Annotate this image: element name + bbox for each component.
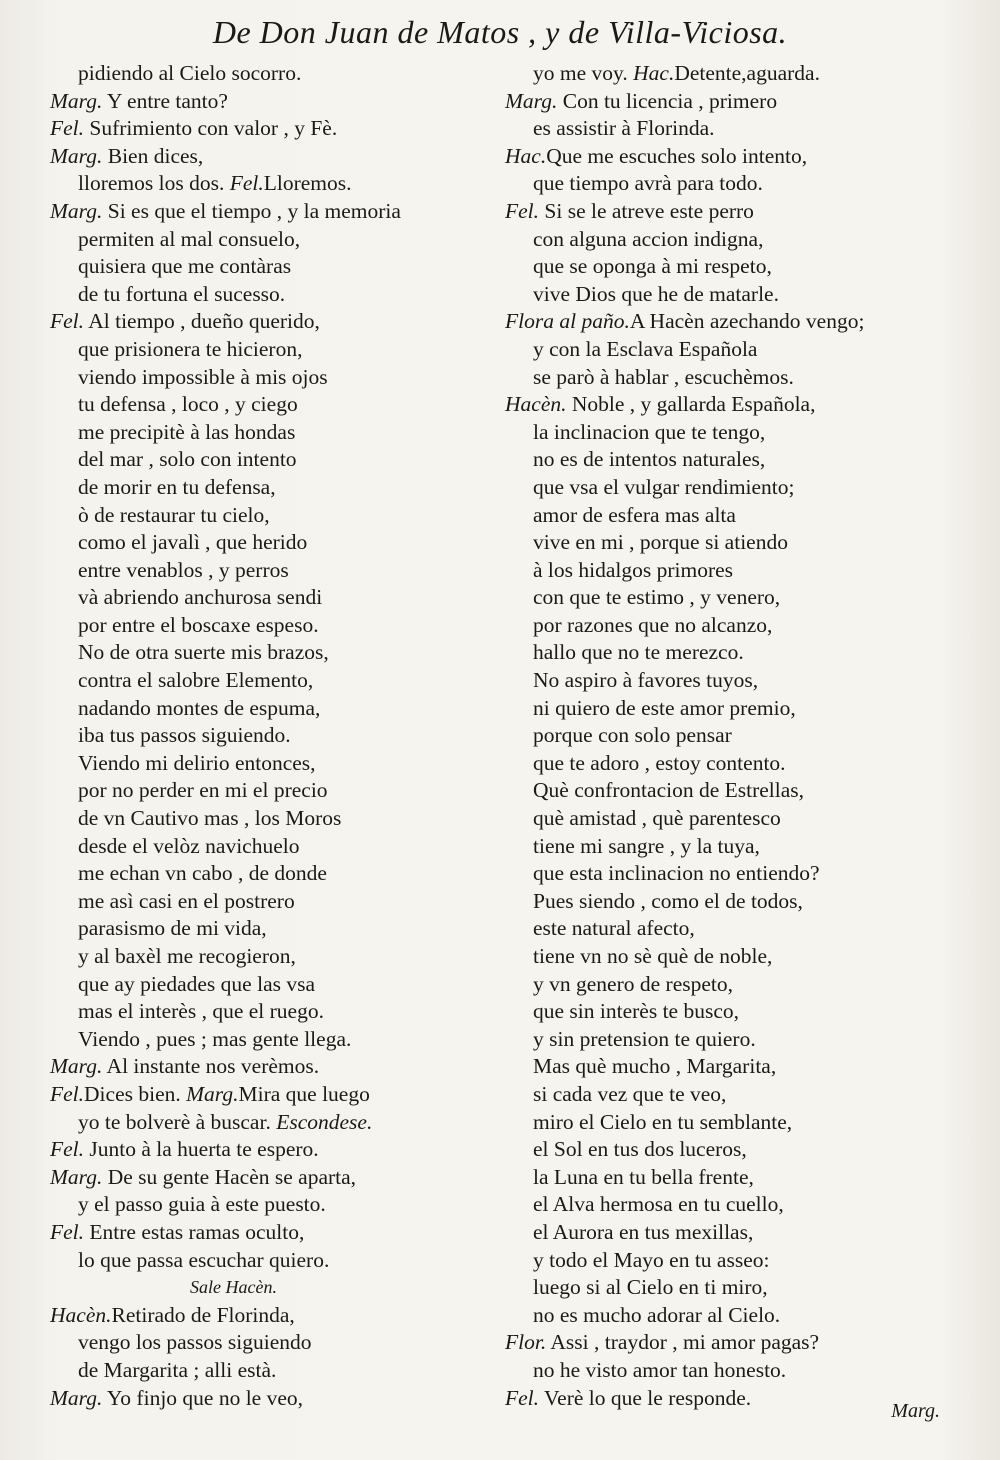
verse-text: lloremos los dos. xyxy=(78,171,230,196)
verse-line xyxy=(50,860,500,888)
verse-text: miro el Cielo en tu semblante, xyxy=(533,1109,793,1134)
verse-line xyxy=(505,667,935,695)
verse-line xyxy=(505,777,935,805)
verse-line xyxy=(50,612,500,640)
verse-text: iba tus passos siguiendo. xyxy=(78,723,291,748)
verse-text: se parò à hablar , escuchèmos. xyxy=(533,364,794,389)
verse-text: Dices bien. xyxy=(84,1081,187,1106)
verse-line xyxy=(505,1302,935,1330)
verse-line xyxy=(50,170,500,198)
verse-text: la Luna en tu bella frente, xyxy=(533,1164,754,1189)
verse-line xyxy=(505,833,935,861)
verse-line xyxy=(50,88,500,116)
verse-line xyxy=(505,336,935,364)
verse-line xyxy=(505,612,935,640)
verse-text: tiene mi sangre , y la tuya, xyxy=(533,833,760,858)
verse-text: del mar , solo con intento xyxy=(78,447,297,472)
verse-text: y vn genero de respeto, xyxy=(533,971,733,996)
verse-line xyxy=(50,1191,500,1219)
verse-text: y sin pretension te quiero. xyxy=(533,1026,756,1051)
left-column xyxy=(50,60,500,1412)
verse-line xyxy=(505,1191,935,1219)
speaker-name: Fel. xyxy=(50,116,85,141)
right-column xyxy=(505,60,935,1412)
aside-direction: Escondese. xyxy=(276,1109,373,1134)
verse-text: y con la Esclava Española xyxy=(533,336,758,361)
verse-line xyxy=(50,1357,500,1385)
verse-line xyxy=(505,584,935,612)
speaker-name: Fel. xyxy=(50,1137,85,1162)
verse-line xyxy=(50,777,500,805)
verse-text: me echan vn cabo , de donde xyxy=(78,861,327,886)
verse-text: vengo los passos siguiendo xyxy=(78,1330,312,1355)
verse-text: Si es que el tiempo , y la memoria xyxy=(102,198,401,223)
speaker-name: Fel. xyxy=(505,1385,540,1410)
verse-line xyxy=(505,1247,935,1275)
verse-line xyxy=(50,253,500,281)
running-header: De Don Juan de Matos , y de Villa-Viciosa. xyxy=(212,14,788,50)
verse-line xyxy=(505,115,935,143)
verse-text: que prisionera te hicieron, xyxy=(78,336,303,361)
verse-line xyxy=(505,446,935,474)
catchword: Marg. xyxy=(891,1400,940,1422)
verse-text: Viendo , pues ; mas gente llega. xyxy=(78,1026,352,1051)
verse-line xyxy=(50,805,500,833)
verse-text: de tu fortuna el sucesso. xyxy=(78,281,286,306)
verse-line xyxy=(50,143,500,171)
verse-line xyxy=(505,1081,935,1109)
verse-line xyxy=(50,915,500,943)
verse-text: no es de intentos naturales, xyxy=(533,447,766,472)
verse-text: que ay piedades que las vsa xyxy=(78,971,316,996)
verse-line xyxy=(50,115,500,143)
verse-line xyxy=(50,529,500,557)
verse-line xyxy=(505,695,935,723)
verse-text: me asì casi en el postrero xyxy=(78,888,295,913)
verse-line xyxy=(505,639,935,667)
verse-line xyxy=(505,1136,935,1164)
verse-text: no he visto amor tan honesto. xyxy=(533,1357,787,1382)
verse-line xyxy=(50,419,500,447)
verse-text: tu defensa , loco , y ciego xyxy=(78,392,298,417)
verse-text: Pues siendo , como el de todos, xyxy=(533,888,803,913)
verse-line xyxy=(505,170,935,198)
stage-direction-text: Sale Hacèn. xyxy=(190,1277,277,1298)
verse-line xyxy=(50,391,500,419)
verse-text: vive en mi , porque si atiendo xyxy=(533,530,788,555)
verse-text: Junto à la huerta te espero. xyxy=(84,1137,319,1162)
verse-text: tiene vn no sè què de noble, xyxy=(533,944,773,968)
speaker-name: Marg. xyxy=(186,1081,239,1106)
verse-text: amor de esfera mas alta xyxy=(533,502,736,527)
verse-line xyxy=(50,695,500,723)
verse-line xyxy=(50,336,500,364)
verse-line xyxy=(50,1247,500,1275)
verse-line xyxy=(505,860,935,888)
verse-text: el Alva hermosa en tu cuello, xyxy=(533,1192,784,1217)
speaker-name: Hac. xyxy=(633,61,675,85)
verse-text: Al tiempo , dueño querido, xyxy=(84,309,320,334)
verse-line xyxy=(505,226,935,254)
verse-text: de vn Cautivo mas , los Moros xyxy=(78,806,342,831)
verse-text: De su gente Hacèn se aparta, xyxy=(102,1164,357,1189)
verse-line xyxy=(50,584,500,612)
speaker-name: Marg. xyxy=(50,198,103,223)
verse-line xyxy=(50,60,500,88)
verse-text: Yo finjo que no le veo, xyxy=(102,1385,304,1410)
verse-text: và abriendo anchurosa sendi xyxy=(78,585,323,610)
verse-line xyxy=(505,419,935,447)
verse-line xyxy=(505,308,935,336)
speaker-name: Marg. xyxy=(50,1385,103,1410)
verse-line xyxy=(50,998,500,1026)
verse-text: no es mucho adorar al Cielo. xyxy=(533,1302,781,1327)
verse-text: el Sol en tus dos luceros, xyxy=(533,1137,747,1162)
speaker-name: Flora al paño. xyxy=(505,309,630,334)
verse-line xyxy=(505,1274,935,1302)
verse-line xyxy=(505,253,935,281)
verse-text: Mira que luego xyxy=(238,1081,370,1106)
verse-text: hallo que no te merezco. xyxy=(533,640,744,665)
verse-text: ni quiero de este amor premio, xyxy=(533,695,796,720)
verse-line xyxy=(505,1164,935,1192)
verse-text: à los hidalgos primores xyxy=(533,557,734,582)
speaker-name: Marg. xyxy=(50,88,103,113)
verse-text: No de otra suerte mis brazos, xyxy=(78,640,329,665)
verse-text: contra el salobre Elemento, xyxy=(78,668,314,693)
verse-line xyxy=(505,1109,935,1137)
verse-line xyxy=(50,1109,500,1137)
verse-line xyxy=(505,1026,935,1054)
verse-line xyxy=(50,198,500,226)
verse-line xyxy=(505,529,935,557)
verse-text: Viendo mi delirio entonces, xyxy=(78,750,316,775)
verse-text: Y entre tanto? xyxy=(102,88,228,113)
verse-text: Lloremos. xyxy=(263,171,352,196)
verse-text: Bien dices, xyxy=(102,143,204,168)
verse-text: de morir en tu defensa, xyxy=(78,474,276,499)
verse-text: es assistir à Florinda. xyxy=(533,116,715,141)
verse-text: permiten al mal consuelo, xyxy=(78,226,301,251)
verse-line xyxy=(50,502,500,530)
verse-line xyxy=(505,750,935,778)
verse-line xyxy=(505,502,935,530)
speaker-name: Hacèn. xyxy=(505,392,567,417)
verse-line xyxy=(50,1164,500,1192)
verse-line xyxy=(505,88,935,116)
verse-text: Detente,aguarda. xyxy=(674,61,820,85)
verse-line xyxy=(505,971,935,999)
verse-line xyxy=(505,1385,935,1413)
verse-text: Noble , y gallarda Española, xyxy=(566,392,816,417)
verse-text: nadando montes de espuma, xyxy=(78,695,321,720)
verse-line xyxy=(50,557,500,585)
verse-text: mas el interès , que el ruego. xyxy=(78,999,324,1024)
verse-line xyxy=(505,1219,935,1247)
verse-text: que tiempo avrà para todo. xyxy=(533,171,763,196)
verse-line xyxy=(505,364,935,392)
verse-line xyxy=(505,474,935,502)
verse-line xyxy=(505,557,935,585)
verse-line xyxy=(505,143,935,171)
verse-line xyxy=(50,833,500,861)
verse-text: Entre estas ramas oculto, xyxy=(84,1219,305,1244)
verse-text: Que me escuches solo intento, xyxy=(546,143,808,168)
verse-line xyxy=(505,943,935,971)
verse-text: quisiera que me contàras xyxy=(78,254,292,279)
verse-text: Si se le atreve este perro xyxy=(539,198,754,223)
verse-text: el Aurora en tus mexillas, xyxy=(533,1219,754,1244)
verse-text: A Hacèn azechando vengo; xyxy=(629,309,865,334)
verse-text: con que te estimo , y venero, xyxy=(533,585,781,610)
verse-line xyxy=(50,281,500,309)
verse-line xyxy=(50,364,500,392)
verse-text: lo que passa escuchar quiero. xyxy=(78,1247,330,1272)
verse-text: este natural afecto, xyxy=(533,916,695,941)
verse-line xyxy=(50,722,500,750)
verse-text: de Margarita ; alli està. xyxy=(78,1357,277,1382)
verse-line xyxy=(505,915,935,943)
verse-text: Al instante nos verèmos. xyxy=(102,1054,320,1079)
speaker-name: Fel. xyxy=(505,198,540,223)
speaker-name: Marg. xyxy=(505,88,558,113)
verse-line xyxy=(50,971,500,999)
verse-text: ò de restaurar tu cielo, xyxy=(78,502,270,527)
verse-line xyxy=(505,888,935,916)
verse-line xyxy=(50,1026,500,1054)
verse-text: por razones que no alcanzo, xyxy=(533,612,773,637)
verse-line xyxy=(50,446,500,474)
verse-text: luego si al Cielo en ti miro, xyxy=(533,1275,768,1300)
verse-text: Assi , traydor , mi amor pagas? xyxy=(546,1330,820,1355)
verse-text: entre venablos , y perros xyxy=(78,557,289,582)
verse-text: que te adoro , estoy contento. xyxy=(533,750,786,775)
verse-line xyxy=(50,1385,500,1413)
verse-text: Què confrontacion de Estrellas, xyxy=(533,778,805,803)
verse-text: què amistad , què parentesco xyxy=(533,806,781,831)
verse-text: Sufrimiento con valor , y Fè. xyxy=(84,116,338,141)
verse-line xyxy=(50,474,500,502)
verse-line xyxy=(50,1136,500,1164)
verse-text: que sin interès te busco, xyxy=(533,999,739,1024)
verse-text: y al baxèl me recogieron, xyxy=(78,944,296,968)
verse-line xyxy=(505,198,935,226)
verse-text: y el passo guia à este puesto. xyxy=(78,1192,326,1217)
verse-text: que vsa el vulgar rendimiento; xyxy=(533,474,795,499)
verse-text: si cada vez que te veo, xyxy=(533,1081,727,1106)
verse-text: yo me voy. xyxy=(533,61,634,85)
verse-line xyxy=(50,1219,500,1247)
verse-text: porque con solo pensar xyxy=(533,723,732,748)
verse-line xyxy=(50,1081,500,1109)
verse-text: Con tu licencia , primero xyxy=(557,88,778,113)
speaker-name: Fel. xyxy=(229,171,264,196)
verse-text: por no perder en mi el precio xyxy=(78,778,328,803)
verse-text: Mas què mucho , Margarita, xyxy=(533,1054,777,1079)
verse-line xyxy=(505,1329,935,1357)
verse-text: parasismo de mi vida, xyxy=(78,916,267,941)
verse-line xyxy=(505,998,935,1026)
verse-line xyxy=(505,1053,935,1081)
verse-line xyxy=(505,281,935,309)
verse-line xyxy=(50,888,500,916)
speaker-name: Hac. xyxy=(505,143,547,168)
verse-text: Verè lo que le responde. xyxy=(539,1385,752,1410)
speaker-name: Marg. xyxy=(50,143,103,168)
verse-line xyxy=(50,750,500,778)
verse-text: pidiendo al Cielo socorro. xyxy=(78,61,302,85)
speaker-name: Marg. xyxy=(50,1054,103,1079)
verse-text: por entre el boscaxe espeso. xyxy=(78,612,319,637)
verse-line xyxy=(50,1329,500,1357)
verse-line xyxy=(50,943,500,971)
verse-text: vive Dios que he de matarle. xyxy=(533,281,779,306)
verse-line xyxy=(505,60,935,88)
verse-line xyxy=(505,722,935,750)
speaker-name: Marg. xyxy=(50,1164,103,1189)
verse-line xyxy=(50,308,500,336)
stage-direction xyxy=(50,1274,500,1302)
verse-text: y todo el Mayo en tu asseo: xyxy=(533,1247,770,1272)
verse-text: como el javalì , que herido xyxy=(78,530,308,555)
verse-line xyxy=(50,1053,500,1081)
verse-text: viendo impossible à mis ojos xyxy=(78,364,328,389)
verse-text: con alguna accion indigna, xyxy=(533,226,764,251)
verse-line xyxy=(505,1357,935,1385)
verse-text: yo te bolverè à buscar. xyxy=(78,1109,277,1134)
verse-line xyxy=(505,805,935,833)
speaker-name: Hacèn. xyxy=(50,1302,112,1327)
speaker-name: Fel. xyxy=(50,309,85,334)
verse-line xyxy=(50,226,500,254)
speaker-name: Flor. xyxy=(505,1330,547,1355)
verse-line xyxy=(50,1302,500,1330)
verse-text: me precipitè à las hondas xyxy=(78,419,296,444)
speaker-name: Fel. xyxy=(50,1219,85,1244)
verse-text: la inclinacion que te tengo, xyxy=(533,419,766,444)
verse-text: desde el velòz navichuelo xyxy=(78,833,300,858)
verse-text: Retirado de Florinda, xyxy=(111,1302,295,1327)
verse-text: No aspiro à favores tuyos, xyxy=(533,668,759,693)
speaker-name: Fel. xyxy=(50,1081,85,1106)
verse-text: que se oponga à mi respeto, xyxy=(533,254,772,279)
verse-text: que esta inclinacion no entiendo? xyxy=(533,861,820,886)
verse-line xyxy=(505,391,935,419)
verse-line xyxy=(50,667,500,695)
verse-line xyxy=(50,639,500,667)
